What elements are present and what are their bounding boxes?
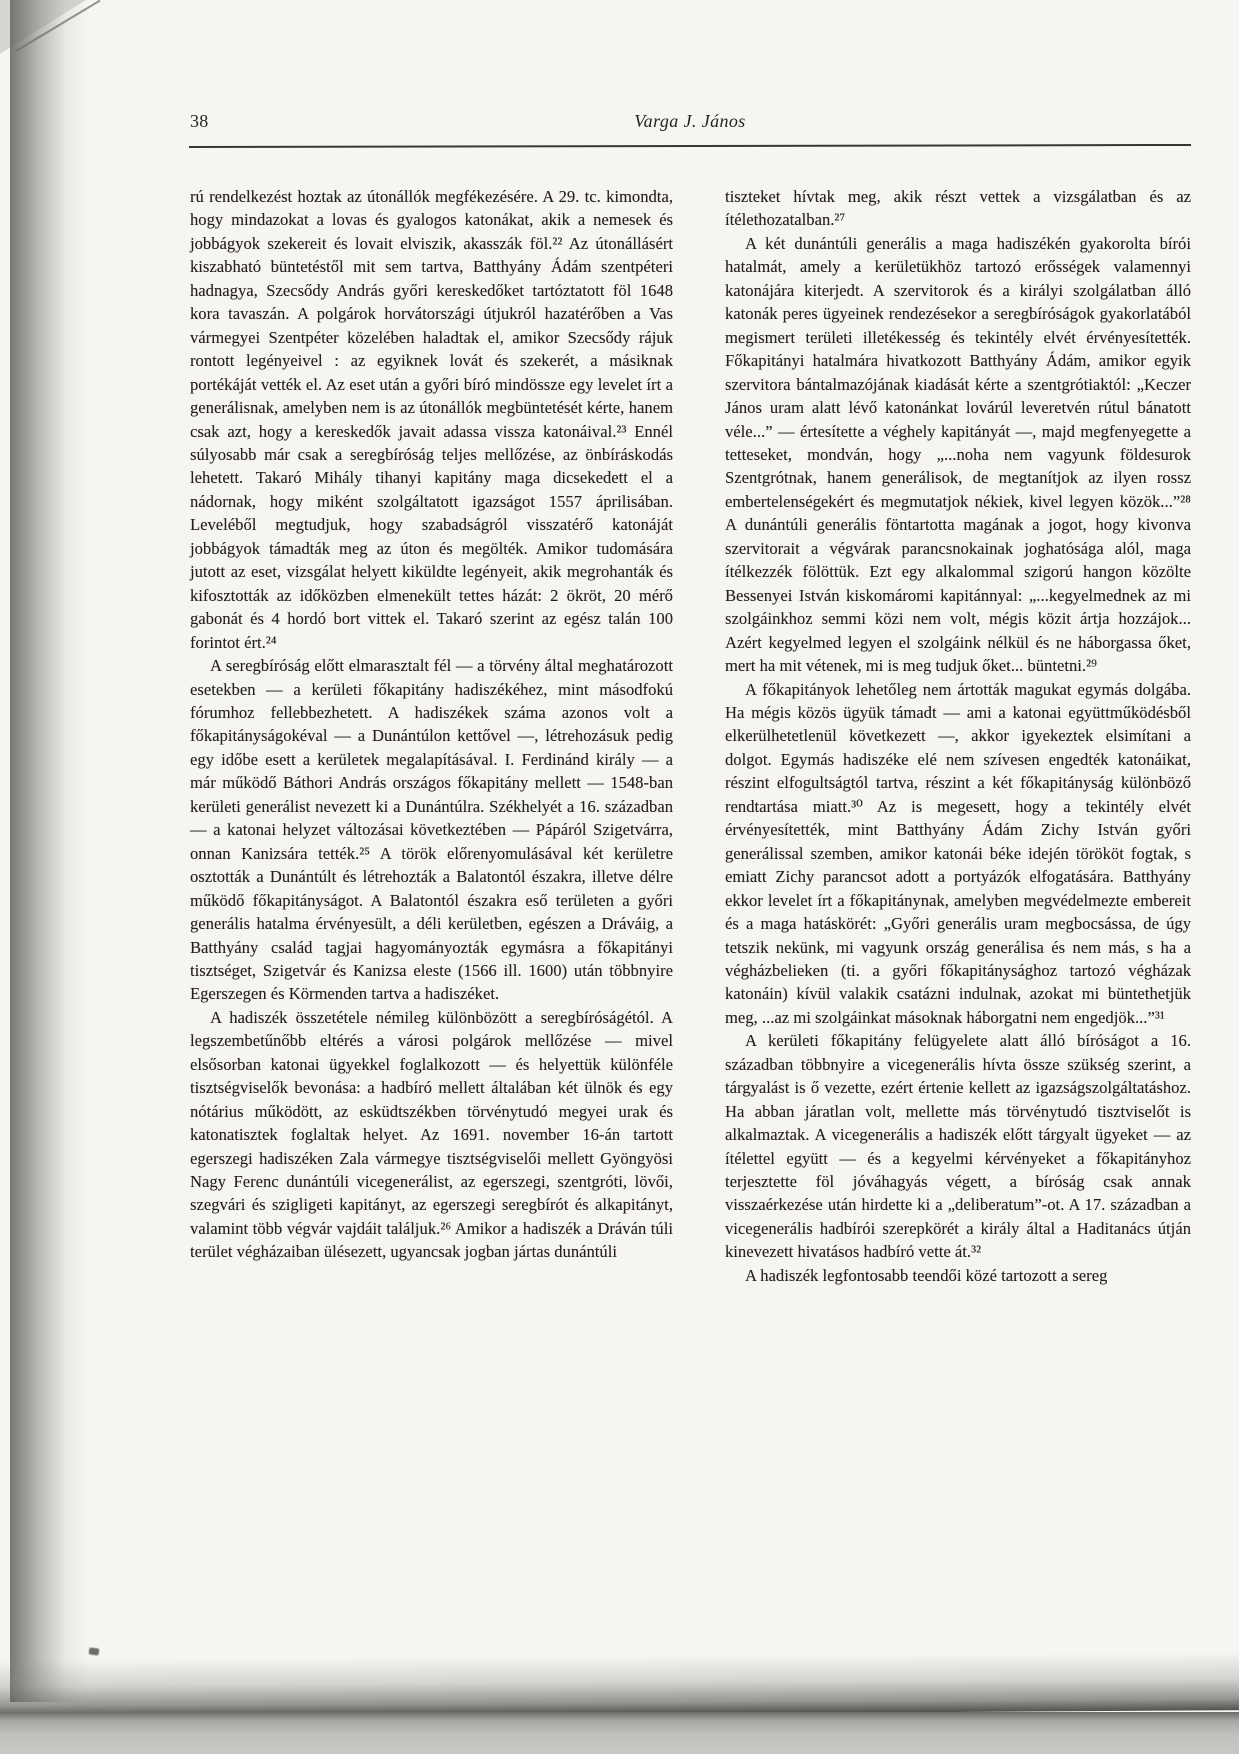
paragraph: A seregbíróság előtt elmarasztalt fél — a törvény által meghatározott esetekben — a kerületi főkapitány hadiszékéhez, mint másodfokú fórumhoz fellebbezhetett. A hadiszékek száma azonos volt a főkapitányságokéval — a Dunántúlon kettővel —, létrehozásuk pedig egy időbe esett a kerületek megalapításával. I. Ferdinánd király — a már működő Báthori András országos főkapitány mellett — 1548-ban kerületi generálist nevezett ki a Dunántúlra. Székhelyét a 16. században — a katonai helyzet változásai következtében — Pápáról Szigetvárra, onnan Kanizsára tették.²⁵ A török előrenyomulásával két kerületre osztották a Dunántúlt és létrehozták a Balatontól északra, illetve délre működő főkapitányságot. A Balatontól északra eső területen a győri generális hatalma érvényesült, a déli kerületben, egészen a Dráváig, a Batthyány család tagjai hagyományozták egymásra a főkapitányi tisztséget, Szigetvár és Kanizsa eleste (1566 ill. 1600) után többnyire Egerszegen és Körmenden tartva a hadiszéket.	[190, 656, 673, 1004]
scan-gutter-shadow	[10, 0, 90, 1702]
scan-bottom-edge	[0, 1712, 1239, 1754]
page-number: 38	[190, 111, 209, 131]
paragraph: A hadiszék legfontosabb teendői közé tartozott a sereg	[745, 1265, 1108, 1285]
right-column	[725, 185, 1191, 1287]
paragraph: tiszteket hívtak meg, akik részt vettek a vizsgálatban és az ítélethozatalban.²⁷	[725, 187, 1191, 230]
header-rule	[189, 144, 1191, 148]
scan-smudge	[89, 1647, 100, 1655]
scan-bottom-shadow	[0, 1652, 1239, 1718]
paragraph: A főkapitányok lehetőleg nem ártották magukat egymás dolgába. Ha mégis közös ügyük támadt — ami a katonai együttműködésből elkerülhetetlenül következett —, akkor igyekeztek elsimítani a dolgot. Egymás hadiszéke elé nem szívesen engedték katonáikat, részint elfogultságtól tartva, részint a két főkapitányság különböző rendtartása miatt.³⁰ Az is megesett, hogy a tekintély elvét érvényesítették, mint Batthyány Ádám Zichy István győri generálissal szemben, amikor katonái béke idején törököt fogtak, s emiatt Zichy parancsot adott a portyázók elfogatására. Batthyány ekkor levelet írt a főkapitánynak, amelyben megvédelmezte embereit és a maga hatáskörét: „Győri generális uram megbocsássa, de úgy tetszik nekünk, mi vagyunk ország generálisa és nem más, s ha a végházbelieken (ti. a győri főkapitánysághoz tartozó végházak katonáin) kívül valakik csatázni indulnak, azokat mi büntethetjük meg, ...az mi szolgáinkat másoknak háborgatni nem engedjök...”³¹	[725, 679, 1191, 1027]
left-column	[190, 185, 673, 1264]
paragraph: rú rendelkezést hoztak az útonállók megfékezésére. A 29. tc. kimondta, hogy mindazokat a lovas és gyalogos katonákat, akik a nemesek és jobbágyok szekereit és lovait elviszik, akasszák föl.²² Az útonállásért kiszabható büntetéstől mit sem tartva, Batthyány Ádám szentpéteri hadnagya, Szecsődy András győri kereskedőket tartóztatott föl 1648 kora tavaszán. A polgárok horvátországi útjukról hazatérőben a Vas vármegyei Szentpéter közelében haladtak el, amikor Szecsődy rájuk rontott legényeivel : az egyiknek lovát és szekerét, a másiknak portékáját vették el. Az eset után a győri bíró mindössze egy levelet írt a generálisnak, amelyben nem is az útonállók megbüntetését kérte, hanem csak azt, hogy a kereskedők javait adassa vissza katonáival.²³ Ennél súlyosabb már csak a seregbíróság teljes mellőzése, az önbíráskodás lehetett. Takaró Mihály tihanyi kapitány maga dicsekedett el a nádornak, hogy miként szolgáltatott igazságot 1557 áprilisában. Leveléből megtudjuk, hogy szabadságról visszatérő katonáját jobbágyok támadták meg az úton és megölték. Amikor tudomására jutott az eset, vizsgálat helyett kiküldte legényeit, akik megrohanták és kifosztották az időközben elmenekült tettes házát: 2 ökröt, 20 mérő gabonát és 4 hordó bort vittek el. Takaró szerint az egész talán 100 forintot ért.²⁴	[190, 187, 673, 652]
running-title: Varga J. János	[634, 111, 746, 131]
paragraph: A kerületi főkapitány felügyelete alatt álló bíróságot a 16. században többnyire a vicegenerális hívta össze szükség szerint, a tárgyalást is ő vezette, ezért értenie kellett az igazságszolgáltatáshoz. Ha abban járatlan volt, mellette más törvénytudó tisztviselőt is alkalmaztak. A vicegenerális a hadiszék előtt tárgyalt ügyeket — az ítélettel együtt — és a kegyelmi kérvényeket a főkapitányhoz terjesztette föl jóváhagyás végett, a bíróság csak annak visszaérkezése után hirdette ki a „deliberatum”-ot. A 17. században a vicegenerális hadbírói szerepkörét a király által a Haditanács útján kinevezett hivatásos hadbíró vette át.³²	[725, 1031, 1191, 1262]
paragraph: A két dunántúli generális a maga hadiszékén gyakorolta bírói hatalmát, amely a kerületükhöz tartozó erősségek valamennyi katonájára kiterjedt. A szervitorok és a királyi szolgálatban álló katonák peres ügyeinek rendezésekor a seregbíróságok gyakorlatából megismert területi illetékesség és tekintély elvét érvényesítették. Főkapitányi hatalmára hivatkozott Batthyány Ádám, amikor egyik szervitora bántalmazójának kiadását kérte a szentgrótiaktól: „Keczer János uram alatt lévő katonánkat lovárúl leveretvén rútul bánatott véle...” — értesítette a véghely kapitányát —, majd megfenyegette a tetteseket, mondván, hogy „...noha nem vagyunk földesurok Szentgrótnak, hanem generálisok, de megtanítjok az ilyen rossz embertelenségekért és megmutatjok nékiek, kivel legyen közök...”²⁸ A dunántúli generális föntartotta magának a jogot, hogy kivonva szervitorait a végvárak parancsnokainak joghatósága alól, maga ítélkezzék fölöttük. Ezt egy alkalommal szigorú hangon közölte Bessenyei István kiskomáromi kapitánnyal: „...kegyelmednek az mi szolgáinkhoz semmi közi nem volt, mégis közit ártja hozzájok... Azért kegyelmed legyen el szolgáink nélkül és ne háborgassa őket, mert ha mit vétenek, mi is meg tudjuk őket... büntetni.²⁹	[725, 233, 1191, 676]
paragraph: A hadiszék összetétele némileg különbözött a seregbíróságétól. A legszembetűnőbb eltérés a városi polgárok mellőzése — mivel elsősorban katonai ügyekkel foglalkozott — és helyettük különféle tisztségviselők bevonása: a hadbíró mellett általában két ülnök és egy nótárius működött, az esküdtszékben törvénytudó megyei urak és katonatisztek foglaltak helyet. Az 1691. november 16-án tartott egerszegi hadiszéken Zala vármegye tisztségviselői mellett Gyöngyösi Nagy Ferenc dunántúli vicegenerálist, az egerszegi, szentgróti, lövői, szegvári és szigligeti kapitányt, az egerszegi seregbírót és alkapitányt, valamint több végvár vajdáit találjuk.²⁶ Amikor a hadiszék a Dráván túli terület végházaiban ülésezett, ugyancsak jogban jártas dunántúli	[190, 1007, 673, 1262]
